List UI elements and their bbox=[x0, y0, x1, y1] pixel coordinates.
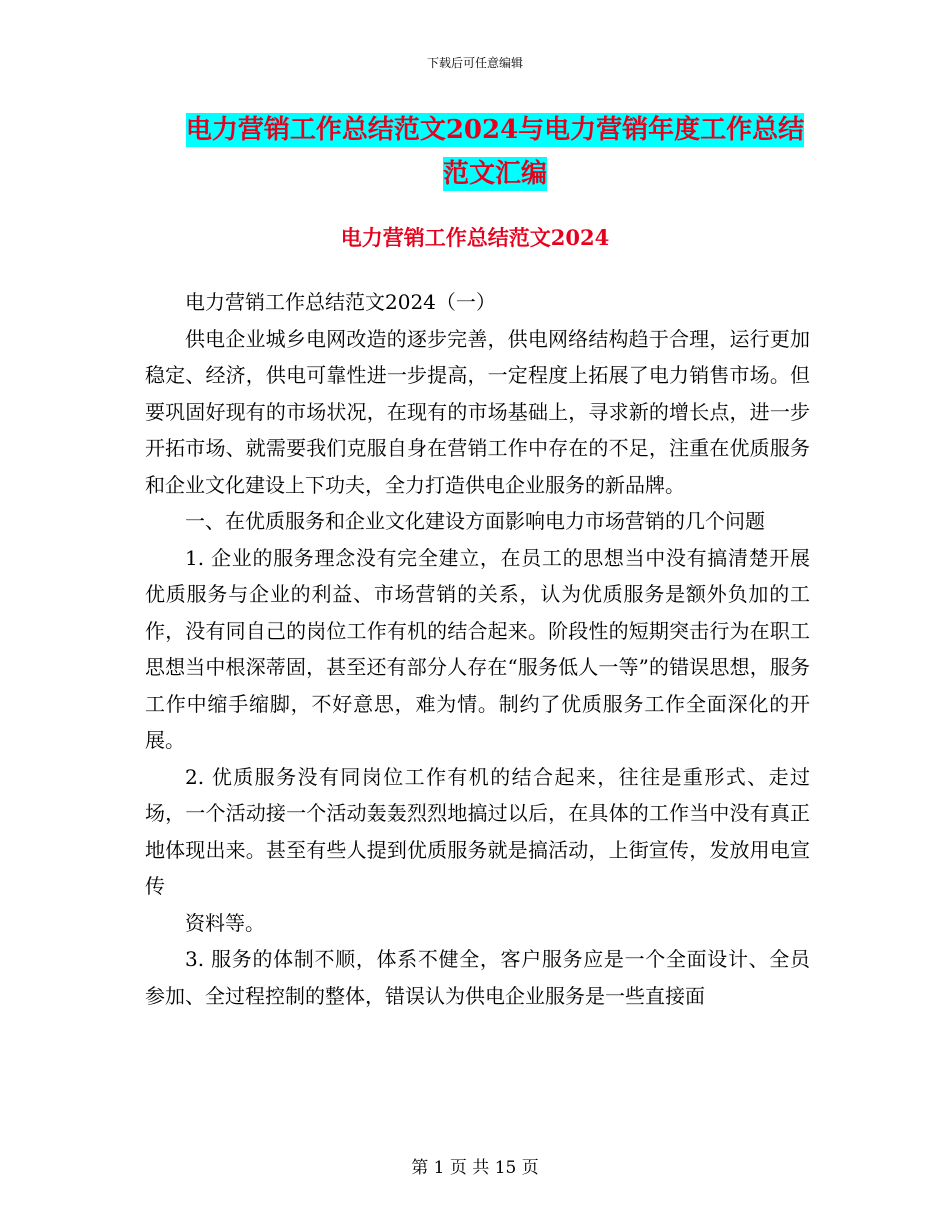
paragraph: 3. 服务的体制不顺，体系不健全，客户服务应是一个全面设计、全员参加、全过程控制的整体，错误认为供电企业服务是一些直接面 bbox=[145, 947, 810, 1008]
document-title bbox=[145, 108, 845, 196]
document-title-line-1: 电力营销工作总结范文2024与电力营销年度工作总结 bbox=[185, 115, 805, 145]
paragraph: 资料等。 bbox=[185, 910, 265, 935]
paragraph: 1. 企业的服务理念没有完全建立，在员工的思想当中没有搞清楚开展优质服务与企业的利益、市场营销的关系，认为优质服务是额外负加的工作，没有同自己的岗位工作有机的结合起来。阶段性的短期突击行为在职工思想当中根深蒂固，甚至还有部分人存在“服务低人一等”的错误思想，服务工作中缩手缩脚，不好意思，难为情。制约了优质服务工作全面深化的开展。 bbox=[145, 545, 810, 752]
header-note: 下载后可任意编辑 bbox=[426, 56, 523, 70]
body-text bbox=[145, 284, 810, 1014]
paragraph: 电力营销工作总结范文2024（一） bbox=[185, 290, 496, 314]
section-title: 电力营销工作总结范文2024 bbox=[340, 225, 610, 250]
page-footer: 第 1 页 共 15 页 bbox=[411, 1158, 539, 1178]
document-title-line-2: 范文汇编 bbox=[442, 159, 547, 189]
paragraph: 2. 优质服务没有同岗位工作有机的结合起来，往往是重形式、走过场，一个活动接一个活动轰轰烈烈地搞过以后，在具体的工作当中没有真正地体现出来。甚至有些人提到优质服务就是搞活动，上街宣传，发放用电宣传 bbox=[145, 764, 810, 898]
paragraph: 供电企业城乡电网改造的逐步完善，供电网络结构趋于合理，运行更加稳定、经济，供电可靠性进一步提高，一定程度上拓展了电力销售市场。但要巩固好现有的市场状况，在现有的市场基础上，寻求新的增长点，进一步开拓市场、就需要我们克服自身在营销工作中存在的不足，注重在优质服务和企业文化建设上下功夫，全力打造供电企业服务的新品牌。 bbox=[145, 326, 810, 497]
paragraph: 一、在优质服务和企业文化建设方面影响电力市场营销的几个问题 bbox=[185, 509, 765, 533]
